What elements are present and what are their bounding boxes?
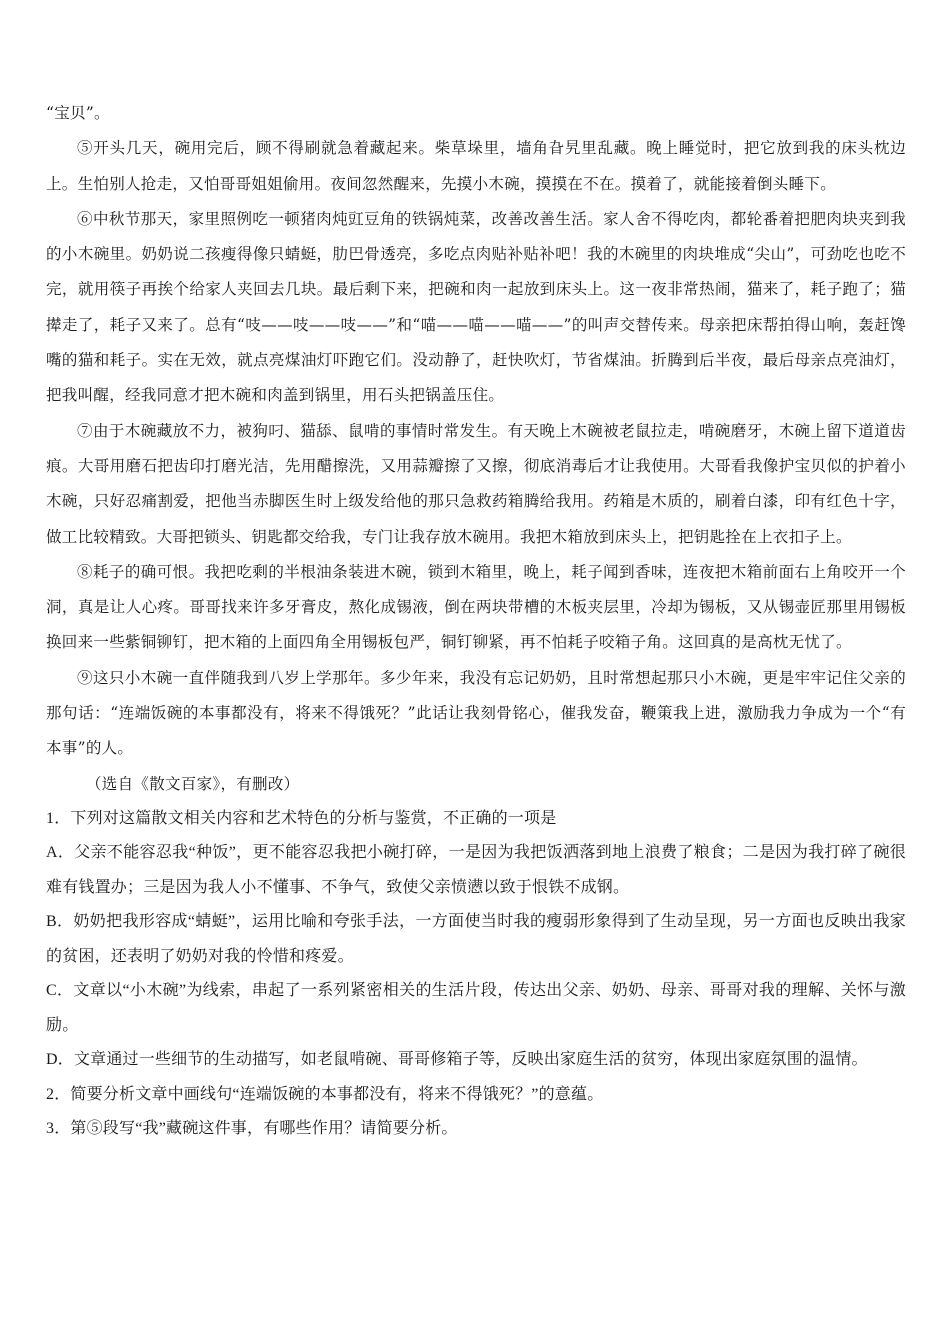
paragraph-8: ⑧耗子的确可恨。我把吃剩的半根油条装进木碗，锁到木箱里，晚上，耗子闻到香味，连夜把木箱前面右上角咬开一个洞，真是让人心疼。哥哥找来许多牙膏皮，熬化成锡液，倒在两块带槽的木板夹层里，冷却为锡板，又从锡壶匠那里用锡板换回来一些紫铜铆钉，把木箱的上面四角全用锡板包严，铜钉铆紧，再不怕耗子咬箱子角。这回真的是高枕无忧了。: [46, 562, 906, 652]
question-1-option-c: C．文章以“小木碗”为线索，串起了一系列紧密相关的生活片段，传达出父亲、奶奶、母亲、哥哥对我的理解、关怀与激励。: [46, 982, 906, 1034]
document-page: [46, 96, 906, 1147]
question-2: 2．简要分析文章中画线句“连端饭碗的本事都没有，将来不得饿死？”的意蕴。: [46, 1085, 604, 1103]
paragraph-5: ⑤开头几天，碗用完后，顾不得刷就急着藏起来。柴草垛里，墙角旮旯里乱藏。晚上睡觉时，把它放到我的床头枕边上。生怕别人抢走，又怕哥哥姐姐偷用。夜间忽然醒来，先摸小木碗，摸摸在不在。摸着了，就能接着倒头睡下。: [46, 139, 906, 193]
source-note: （选自《散文百家》，有删改）: [86, 774, 300, 793]
question-1-option-b: B．奶奶把我形容成“蜻蜓”，运用比喻和夸张手法，一方面使当时我的瘦弱形象得到了生动呈现，另一方面也反映出我家的贫困，还表明了奶奶对我的怜惜和疼爱。: [46, 913, 906, 965]
question-1-stem: 1．下列对这篇散文相关内容和艺术特色的分析与鉴赏，不正确的一项是: [46, 809, 557, 827]
question-1-option-a: A．父亲不能容忍我“种饭”，更不能容忍我把小碗打碎，一是因为我把饭洒落到地上浪费了粮食；二是因为我打碎了碗很难有钱置办；三是因为我人小不懂事、不争气，致使父亲愤懑以致于恨铁不成钢。: [46, 844, 906, 896]
paragraph-9: ⑨这只小木碗一直伴随我到八岁上学那年。多少年来，我没有忘记奶奶，且时常想起那只小木碗，更是牢牢记住父亲的那句话：“连端饭碗的本事都没有，将来不得饿死？”此话让我刻骨铭心，催我发奋，鞭策我上进，激励我力争成为一个“有本事”的人。: [46, 668, 906, 758]
question-3: 3．第⑤段写“我”藏碗这件事，有哪些作用？请简要分析。: [46, 1120, 458, 1138]
paragraph-7: ⑦由于木碗藏放不力，被狗叼、猫舔、鼠啃的事情时常发生。有天晚上木碗被老鼠拉走，啃碗磨牙，木碗上留下道道齿痕。大哥用磨石把齿印打磨光洁，先用醋擦洗，又用蒜瓣擦了又擦，彻底消毒后才让我使用。大哥看我像护宝贝似的护着小木碗，只好忍痛割爱，把他当赤脚医生时上级发给他的那只急救药箱腾给我用。药箱是木质的，刷着白漆，印有红色十字，做工比较精致。大哥把锁头、钥匙都交给我，专门让我存放木碗用。我把木箱放到床头上，把钥匙拴在上衣扣子上。: [46, 421, 906, 546]
opening-fragment: “宝贝”。: [46, 104, 110, 122]
question-1-option-d: D．文章通过一些细节的生动描写，如老鼠啃碗、哥哥修箱子等，反映出家庭生活的贫穷，体现出家庭氛围的温情。: [46, 1051, 868, 1069]
paragraph-6: ⑥中秋节那天，家里照例吃一顿猪肉炖豇豆角的铁锅炖菜，改善改善生活。家人舍不得吃肉，都轮番着把肥肉块夹到我的小木碗里。奶奶说二孩瘦得像只蜻蜓，肋巴骨透亮，多吃点肉贴补贴补吧！我的木碗里的肉块堆成“尖山”，可劲吃也吃不完，就用筷子再挨个给家人夹回去几块。最后剩下来，把碗和肉一起放到床头上。这一夜非常热闹，猫来了，耗子跑了；猫撵走了，耗子又来了。总有“吱——吱——吱——”和“喵——喵——喵——”的叫声交替传来。母亲把床帮拍得山响，轰赶馋嘴的猫和耗子。实在无效，就点亮煤油灯吓跑它们。没动静了，赶快吹灯，节省煤油。折腾到后半夜，最后母亲点亮油灯，把我叫醒，经我同意才把木碗和肉盖到锅里，用石头把锅盖压住。: [46, 209, 906, 405]
